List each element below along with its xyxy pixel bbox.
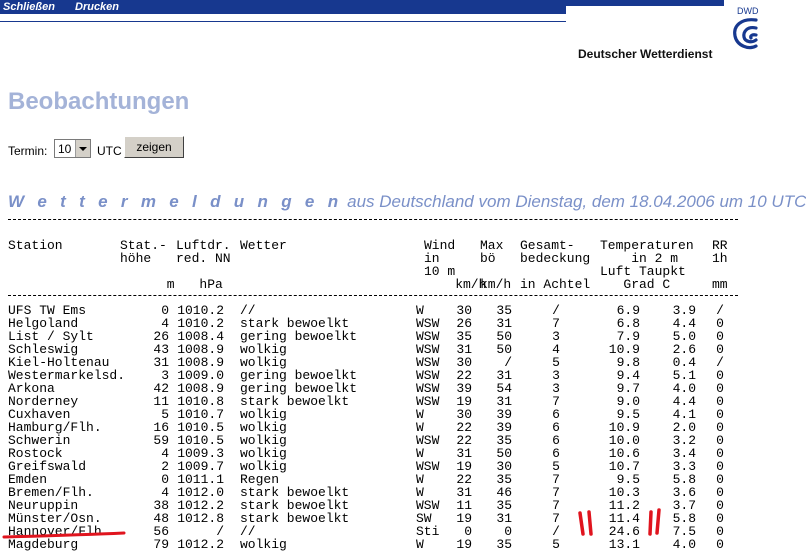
cell-bedeckung: 3 xyxy=(552,368,560,383)
cell-druck: 1010.2 xyxy=(177,316,224,331)
table-row xyxy=(0,394,756,407)
underline-mark xyxy=(4,533,124,537)
cell-taupkt: 3.7 xyxy=(672,498,696,513)
cell-station: Hannover/Flh. xyxy=(8,524,110,539)
cell-boe: 31 xyxy=(496,511,512,526)
cell-wetter: // xyxy=(240,303,256,318)
close-link[interactable]: Schließen xyxy=(3,1,55,13)
report-title-date: aus Deutschland vom Dienstag, dem 18.04.2006 um 10 UTC xyxy=(347,192,806,211)
cell-bedeckung: 7 xyxy=(552,472,560,487)
cell-bedeckung: / xyxy=(552,303,560,318)
cell-bedeckung: 5 xyxy=(552,537,560,552)
cell-wetter: wolkig xyxy=(240,537,287,552)
cell-boe: 50 xyxy=(496,329,512,344)
cell-taupkt: 3.2 xyxy=(672,433,696,448)
cell-wind-speed: 39 xyxy=(456,381,472,396)
cell-luft: 6.9 xyxy=(616,303,640,318)
cell-rr: 0 xyxy=(716,524,724,539)
cell-boe: 35 xyxy=(496,472,512,487)
cell-wind-dir: W xyxy=(416,446,424,461)
cell-rr: 0 xyxy=(716,537,724,552)
cell-wind-dir: W xyxy=(416,420,424,435)
cell-bedeckung: 7 xyxy=(552,511,560,526)
cell-wind-speed: 30 xyxy=(456,407,472,422)
cell-wind-speed: 19 xyxy=(456,459,472,474)
cell-wind-dir: WSW xyxy=(416,381,440,396)
cell-wind-speed: 30 xyxy=(456,303,472,318)
cell-luft: 10.3 xyxy=(608,485,640,500)
cell-station: Münster/Osn. xyxy=(8,511,102,526)
cell-luft: 10.7 xyxy=(608,459,640,474)
cell-taupkt: 5.8 xyxy=(672,511,696,526)
cell-wetter: gering bewoelkt xyxy=(240,368,358,383)
cell-station: Helgoland xyxy=(8,316,79,331)
cell-druck: 1008.9 xyxy=(177,342,224,357)
cell-rr: 0 xyxy=(716,498,724,513)
cell-wind-speed: 35 xyxy=(456,329,472,344)
cell-wind-dir: W xyxy=(416,407,424,422)
table-row xyxy=(0,446,756,459)
cell-wetter: stark bewoelkt xyxy=(240,511,350,526)
cell-rr: 0 xyxy=(716,472,724,487)
cell-luft: 10.9 xyxy=(608,342,640,357)
annotation-overlay xyxy=(0,500,756,550)
cell-druck: 1010.5 xyxy=(177,433,224,448)
cell-boe: 31 xyxy=(496,368,512,383)
cell-druck: 1012.0 xyxy=(177,485,224,500)
cell-bedeckung: 7 xyxy=(552,316,560,331)
table-row xyxy=(0,381,756,394)
cell-luft: 7.9 xyxy=(616,329,640,344)
cell-luft: 9.4 xyxy=(616,368,640,383)
cell-wind-dir: WSW xyxy=(416,316,440,331)
cell-luft: 10.6 xyxy=(608,446,640,461)
cell-luft: 13.1 xyxy=(608,537,640,552)
cell-druck: 1008.9 xyxy=(177,381,224,396)
cell-bedeckung: 5 xyxy=(552,459,560,474)
cell-wetter: wolkig xyxy=(240,407,287,422)
termin-select[interactable] xyxy=(54,139,91,158)
table-row xyxy=(0,355,756,368)
mark-stroke xyxy=(650,512,651,534)
cell-boe: 35 xyxy=(496,498,512,513)
show-button[interactable]: zeigen xyxy=(124,136,184,158)
cell-wetter: stark bewoelkt xyxy=(240,485,350,500)
cell-druck: 1010.8 xyxy=(177,394,224,409)
cell-wetter: wolkig xyxy=(240,342,287,357)
cell-taupkt: 5.8 xyxy=(672,472,696,487)
cell-hoehe: 3 xyxy=(161,368,169,383)
report-title xyxy=(8,192,806,212)
cell-boe: 35 xyxy=(496,303,512,318)
cell-station: Bremen/Flh. xyxy=(8,485,94,500)
table-row xyxy=(0,342,756,355)
cell-boe: 0 xyxy=(504,524,512,539)
mark-stroke xyxy=(589,512,591,534)
cell-taupkt: 3.3 xyxy=(672,459,696,474)
cell-luft: 11.4 xyxy=(608,511,640,526)
col-header-cloud-cover: Gesamt- bedeckung in Achtel xyxy=(520,238,591,292)
dwd-logo-text: DWD xyxy=(737,6,759,16)
cell-wetter: stark bewoelkt xyxy=(240,498,350,513)
dwd-logo xyxy=(725,0,759,62)
report-title-main: W e t t e r m e l d u n g e n xyxy=(8,192,343,211)
cell-wetter: gering bewoelkt xyxy=(240,381,358,396)
cell-druck: 1010.7 xyxy=(177,407,224,422)
cell-hoehe: 4 xyxy=(161,485,169,500)
cell-druck: 1012.2 xyxy=(177,498,224,513)
termin-label: Termin: xyxy=(8,144,48,158)
cell-wetter: wolkig xyxy=(240,355,287,370)
cell-wetter: stark bewoelkt xyxy=(240,316,350,331)
cell-druck: 1012.8 xyxy=(177,511,224,526)
cell-bedeckung: 6 xyxy=(552,407,560,422)
cell-bedeckung: 7 xyxy=(552,394,560,409)
cell-wind-speed: 26 xyxy=(456,316,472,331)
cell-hoehe: 79 xyxy=(153,537,169,552)
cell-luft: 24.6 xyxy=(608,524,640,539)
cell-wind-speed: 30 xyxy=(456,355,472,370)
cell-station: Schwerin xyxy=(8,433,71,448)
cell-wind-speed: 22 xyxy=(456,433,472,448)
table-row xyxy=(0,433,756,446)
cell-rr: 0 xyxy=(716,368,724,383)
cell-hoehe: 0 xyxy=(161,472,169,487)
cell-luft: 10.9 xyxy=(608,420,640,435)
cell-wind-speed: 31 xyxy=(456,485,472,500)
cell-wind-dir: WSW xyxy=(416,394,440,409)
cell-rr: / xyxy=(716,355,724,370)
cell-rr: 0 xyxy=(716,511,724,526)
col-header-max-gust: Max bö km/h xyxy=(480,238,512,292)
cell-wind-dir: WSW xyxy=(416,329,440,344)
cell-wind-speed: 19 xyxy=(456,394,472,409)
cell-bedeckung: 4 xyxy=(552,342,560,357)
cell-hoehe: 4 xyxy=(161,316,169,331)
cell-wind-dir: WSW xyxy=(416,459,440,474)
cell-taupkt: 4.0 xyxy=(672,381,696,396)
table-row xyxy=(0,472,756,485)
table-row xyxy=(0,368,756,381)
cell-station: Greifswald xyxy=(8,459,87,474)
cell-hoehe: 16 xyxy=(153,420,169,435)
cell-wind-dir: SW xyxy=(416,511,432,526)
cell-druck: 1012.2 xyxy=(177,537,224,552)
cell-taupkt: 7.5 xyxy=(672,524,696,539)
col-header-wind: Wind in 10 m km/h xyxy=(424,238,487,292)
cell-boe: 31 xyxy=(496,316,512,331)
cell-druck: 1009.0 xyxy=(177,368,224,383)
cell-bedeckung: 3 xyxy=(552,381,560,396)
cell-taupkt: 2.0 xyxy=(672,420,696,435)
cell-taupkt: 2.6 xyxy=(672,342,696,357)
cell-taupkt: 4.0 xyxy=(672,537,696,552)
cell-rr: 0 xyxy=(716,420,724,435)
cell-wind-dir: WSW xyxy=(416,368,440,383)
cell-druck: / xyxy=(216,524,224,539)
cell-luft: 9.5 xyxy=(616,407,640,422)
cell-rr: 0 xyxy=(716,485,724,500)
cell-boe: 35 xyxy=(496,433,512,448)
cell-station: Cuxhaven xyxy=(8,407,71,422)
cell-druck: 1011.1 xyxy=(177,472,224,487)
cell-druck: 1010.5 xyxy=(177,420,224,435)
divider-top xyxy=(8,219,738,220)
table-row xyxy=(0,303,756,316)
cell-wind-dir: WSW xyxy=(416,433,440,448)
table-row xyxy=(0,485,756,498)
cell-wind-dir: WSW xyxy=(416,342,440,357)
cell-luft: 9.8 xyxy=(616,355,640,370)
cell-station: Arkona xyxy=(8,381,55,396)
cell-boe: 54 xyxy=(496,381,512,396)
cell-station: Neuruppin xyxy=(8,498,79,513)
cell-luft: 9.7 xyxy=(616,381,640,396)
cell-luft: 9.5 xyxy=(616,472,640,487)
termin-unit: UTC xyxy=(97,144,122,158)
cell-wetter: wolkig xyxy=(240,420,287,435)
cell-rr: 0 xyxy=(716,433,724,448)
cell-wetter: stark bewoelkt xyxy=(240,394,350,409)
cell-luft: 9.0 xyxy=(616,394,640,409)
cell-wind-dir: W xyxy=(416,472,424,487)
col-header-station-height: Stat.- höhe m xyxy=(120,238,175,292)
cell-taupkt: 3.9 xyxy=(672,303,696,318)
cell-wind-speed: 22 xyxy=(456,472,472,487)
cell-station: Hamburg/Flh. xyxy=(8,420,102,435)
cell-wind-dir: W xyxy=(416,537,424,552)
cell-wind-speed: 19 xyxy=(456,511,472,526)
cell-rr: 0 xyxy=(716,446,724,461)
table-row xyxy=(0,329,756,342)
divider-header xyxy=(8,295,738,296)
cell-station: List / Sylt xyxy=(8,329,94,344)
cell-bedeckung: 5 xyxy=(552,355,560,370)
cell-wetter: Regen xyxy=(240,472,280,487)
mark-stroke xyxy=(657,510,659,533)
cell-taupkt: 5.1 xyxy=(672,368,696,383)
cell-boe: 35 xyxy=(496,537,512,552)
header-rule xyxy=(0,21,566,22)
cell-boe: 50 xyxy=(496,446,512,461)
table-row xyxy=(0,420,756,433)
cell-hoehe: 43 xyxy=(153,342,169,357)
cell-bedeckung: 6 xyxy=(552,433,560,448)
cell-taupkt: 4.4 xyxy=(672,394,696,409)
cell-druck: 1008.4 xyxy=(177,329,224,344)
cell-luft: 11.2 xyxy=(608,498,640,513)
cell-hoehe: 48 xyxy=(153,511,169,526)
cell-hoehe: 56 xyxy=(153,524,169,539)
cell-boe: 50 xyxy=(496,342,512,357)
cell-druck: 1010.2 xyxy=(177,303,224,318)
cell-druck: 1009.7 xyxy=(177,459,224,474)
cell-wind-speed: 0 xyxy=(464,524,472,539)
col-header-weather: Wetter xyxy=(240,238,287,253)
cell-station: Schleswig xyxy=(8,342,79,357)
cell-hoehe: 0 xyxy=(161,303,169,318)
cell-boe: 39 xyxy=(496,407,512,422)
cell-boe: 30 xyxy=(496,459,512,474)
cell-wind-speed: 11 xyxy=(456,498,472,513)
cell-wind-speed: 31 xyxy=(456,446,472,461)
cell-bedeckung: 6 xyxy=(552,420,560,435)
cell-station: Magdeburg xyxy=(8,537,79,552)
cell-rr: 0 xyxy=(716,316,724,331)
table-row xyxy=(0,459,756,472)
cell-station: Norderney xyxy=(8,394,79,409)
cell-hoehe: 4 xyxy=(161,446,169,461)
cell-boe: / xyxy=(504,355,512,370)
cell-hoehe: 59 xyxy=(153,433,169,448)
cell-taupkt: 5.0 xyxy=(672,329,696,344)
table-row xyxy=(0,316,756,329)
col-header-station: Station xyxy=(8,238,63,253)
cell-hoehe: 31 xyxy=(153,355,169,370)
cell-bedeckung: 7 xyxy=(552,498,560,513)
cell-wetter: wolkig xyxy=(240,433,287,448)
cell-station: Rostock xyxy=(8,446,63,461)
cell-rr: 0 xyxy=(716,381,724,396)
cell-wind-speed: 31 xyxy=(456,342,472,357)
cell-rr: 0 xyxy=(716,459,724,474)
cell-station: Westermarkelsd. xyxy=(8,368,126,383)
col-header-precip: RR 1h mm xyxy=(712,238,728,292)
cell-hoehe: 2 xyxy=(161,459,169,474)
cell-taupkt: 4.1 xyxy=(672,407,696,422)
cell-bedeckung: 3 xyxy=(552,329,560,344)
cell-wind-dir: W xyxy=(416,303,424,318)
cell-rr: 0 xyxy=(716,394,724,409)
cell-hoehe: 5 xyxy=(161,407,169,422)
print-link[interactable]: Drucken xyxy=(75,1,120,13)
cell-boe: 31 xyxy=(496,394,512,409)
cell-taupkt: 3.6 xyxy=(672,485,696,500)
cell-wetter: wolkig xyxy=(240,459,287,474)
cell-hoehe: 38 xyxy=(153,498,169,513)
cell-hoehe: 11 xyxy=(153,394,169,409)
cell-wetter: gering bewoelkt xyxy=(240,329,358,344)
mark-stroke xyxy=(580,513,583,534)
org-name: Deutscher Wetterdienst xyxy=(578,47,713,61)
cell-taupkt: 0.4 xyxy=(672,355,696,370)
cell-taupkt: 3.4 xyxy=(672,446,696,461)
top-toolbar-extension xyxy=(566,0,724,6)
page-title: Beobachtungen xyxy=(8,88,190,115)
cell-taupkt: 4.4 xyxy=(672,316,696,331)
cell-bedeckung: 7 xyxy=(552,485,560,500)
cell-wind-speed: 22 xyxy=(456,368,472,383)
cell-luft: 10.0 xyxy=(608,433,640,448)
cell-wind-dir: W xyxy=(416,485,424,500)
cell-hoehe: 42 xyxy=(153,381,169,396)
cell-station: UFS TW Ems xyxy=(8,303,87,318)
cell-rr: 0 xyxy=(716,329,724,344)
col-header-pressure: Luftdr. red. NN hPa xyxy=(176,238,231,292)
cell-rr: / xyxy=(716,303,724,318)
cell-bedeckung: / xyxy=(552,524,560,539)
chevron-down-icon[interactable] xyxy=(75,140,90,157)
cell-boe: 39 xyxy=(496,420,512,435)
cell-wind-speed: 22 xyxy=(456,420,472,435)
cell-rr: 0 xyxy=(716,342,724,357)
col-header-temperature: Temperaturen in 2 m Luft Taupkt Grad C xyxy=(600,238,694,292)
cell-station: Emden xyxy=(8,472,48,487)
cell-druck: 1008.9 xyxy=(177,355,224,370)
cell-boe: 46 xyxy=(496,485,512,500)
cell-wind-speed: 19 xyxy=(456,537,472,552)
cell-station: Kiel-Holtenau xyxy=(8,355,110,370)
cell-wind-dir: WSW xyxy=(416,355,440,370)
cell-wind-dir: WSW xyxy=(416,498,440,513)
termin-select-value: 10 xyxy=(58,142,72,156)
table-row xyxy=(0,407,756,420)
cell-wetter: // xyxy=(240,524,256,539)
cell-wetter: wolkig xyxy=(240,446,287,461)
cell-bedeckung: 6 xyxy=(552,446,560,461)
cell-druck: 1009.3 xyxy=(177,446,224,461)
cell-wind-dir: Sti xyxy=(416,524,440,539)
cell-luft: 6.8 xyxy=(616,316,640,331)
cell-hoehe: 26 xyxy=(153,329,169,344)
cell-rr: 0 xyxy=(716,407,724,422)
